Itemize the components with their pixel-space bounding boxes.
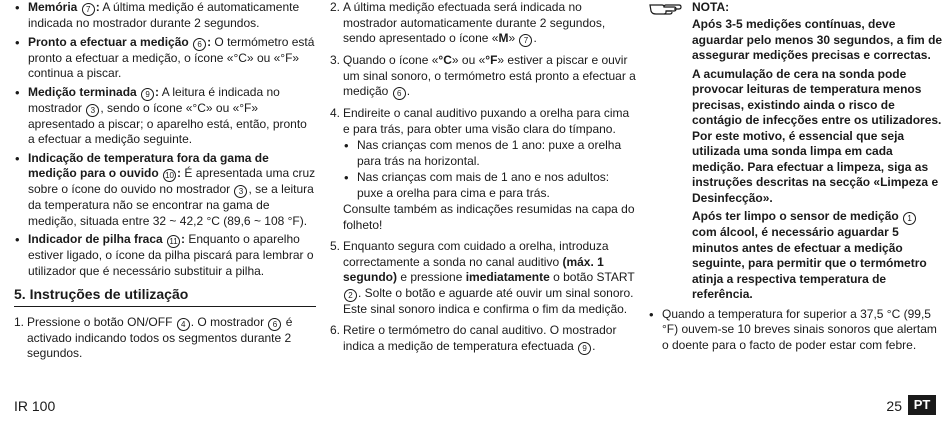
list-item-memory: • Memória 7 : A última medição é automaticamente indicada no mostrador durante 2 segundos. xyxy=(14,0,316,32)
column-middle xyxy=(330,0,636,361)
ref-circle: 10 xyxy=(163,169,176,182)
language-badge: PT xyxy=(908,395,936,415)
model-name: IR 100 xyxy=(14,398,56,414)
list-item-low-battery: • Indicador de pilha fraca 11 : Enquanto o aparelho estiver ligado, o ícone da pilha piscará para lembrar o utilizador que é necessário substituir a pilha. xyxy=(14,232,316,279)
ref-circle: 6 xyxy=(268,318,281,331)
ref-circle: 11 xyxy=(167,235,180,248)
pointing-hand-icon xyxy=(648,0,682,17)
status-list xyxy=(14,0,316,279)
note-body xyxy=(648,17,944,303)
steps-list-continued xyxy=(330,0,636,355)
list-item-ready: • Pronto a efectuar a medição 6 : O termómetro está pronto a efectuar a medição, o ícone «°C» ou «°F» continua a piscar. xyxy=(14,35,316,82)
step-4-sublist xyxy=(343,138,636,201)
note-paragraph-2: A acumulação de cera na sonda pode provocar leituras de temperatura menos precisas, existindo ainda o risco de contágio de infecções entre os utilizadores. Por este motivo, é essencial que seja utilizada uma sonda limpa em cada medição. Para efectuar a limpeza, siga as instruções descritas na secção «Limpeza e Desinfecção». xyxy=(692,66,942,205)
ref-circle: 9 xyxy=(578,342,591,355)
ref-circle: 2 xyxy=(344,289,357,302)
note-title: NOTA: xyxy=(692,0,730,14)
ref-circle: 3 xyxy=(86,104,99,117)
ref-circle: 6 xyxy=(393,87,406,100)
list-item-out-of-range: • Indicação de temperatura fora da gama de medição para o ouvido 10 : É apresentada uma cruz sobre o ícone do ouvido no mostrador 3 , se a leitura da temperatura não se encontrar na gama de medição, situada entre 32 ~ 42,2 °C (89,6 ~ 108 °F). xyxy=(14,151,316,230)
ref-circle: 6 xyxy=(193,38,206,51)
ref-circle: 9 xyxy=(141,88,154,101)
steps-list xyxy=(14,315,316,362)
list-item: • Nas crianças com menos de 1 ano: puxe a orelha para trás na horizontal. xyxy=(343,138,636,169)
step-5: 5. Enquanto segura com cuidado a orelha, introduza correctamente a sonda no canal auditivo (máx. 1 segundo) e pressione imediatamente o botão START 2 . Solte o botão e aguarde até ouvir um sinal sonoro. Este sinal sonoro indica e confirma o fim da medição. xyxy=(330,239,635,316)
list-item-finished: • Medição terminada 9 : A leitura é indicada no mostrador 3 , sendo o ícone «°C» ou «°F» apresentado a piscar; o aparelho está, então, pronto a efectuar a medição seguinte. xyxy=(14,85,316,148)
ref-circle: 7 xyxy=(82,3,95,16)
note-header xyxy=(648,0,944,16)
ref-circle: 7 xyxy=(519,34,532,47)
ref-circle: 1 xyxy=(903,212,916,225)
page-number: 25 xyxy=(886,398,902,414)
note-paragraph-1: Após 3-5 medições contínuas, deve aguardar pelo menos 30 segundos, a fim de assegurar medições precisas e correctas. xyxy=(692,17,943,62)
step-1: 1. Pressione o botão ON/OFF 4 . O mostrador 6 é activado indicando todos os segmentos durante 2 segundos. xyxy=(14,314,293,360)
step-2: 2. A última medição efectuada será indicada no mostrador automaticamente durante 2 segundos, sendo apresentado o ícone «M» 7 . xyxy=(330,0,606,45)
column-right xyxy=(648,0,944,356)
fever-alert-list xyxy=(648,307,944,354)
note-paragraph-3: Após ter limpo o sensor de medição 1 com álcool, é necessário aguardar 5 minutos antes de efectuar a medição seguinte, para permitir que o termómetro atinja a respectiva temperatura de referência. xyxy=(692,209,927,301)
step-3: 3. Quando o ícone «°C» ou «°F» estiver a piscar e ouvir um sinal sonoro, o termómetro está pronto a efectuar a medição 6 . xyxy=(330,53,636,98)
step-4-note: Consulte também as indicações resumidas na capa do folheto! xyxy=(343,202,635,232)
column-left xyxy=(14,0,316,368)
list-item-fever-alert: • Quando a temperatura for superior a 37,5 °C (99,5 °F) ouvem-se 10 breves sinais sonoros que alertam o doente para o facto de poder estar com febre. xyxy=(648,307,944,354)
step-4: 4. Endireite o canal auditivo puxando a orelha para cima e para trás, para obter uma visão clara do tímpano. • Nas crianças com menos de 1 ano: puxe a orelha para trás na horizontal. • Nas crianças com mais de 1 ano e nos adultos: puxe a orelha para cima e para trás. Consulte também as indicações resumidas na capa do folheto! xyxy=(330,106,636,233)
ref-circle: 4 xyxy=(177,318,190,331)
step-6: 6. Retire o termómetro do canal auditivo. O mostrador indica a medição de temperatura efectuada 9 . xyxy=(330,323,617,353)
list-item: • Nas crianças com mais de 1 ano e nos adultos: puxe a orelha para cima e para trás. xyxy=(343,170,636,201)
ref-circle: 3 xyxy=(234,185,247,198)
section-title: 5. Instruções de utilização xyxy=(14,287,316,307)
